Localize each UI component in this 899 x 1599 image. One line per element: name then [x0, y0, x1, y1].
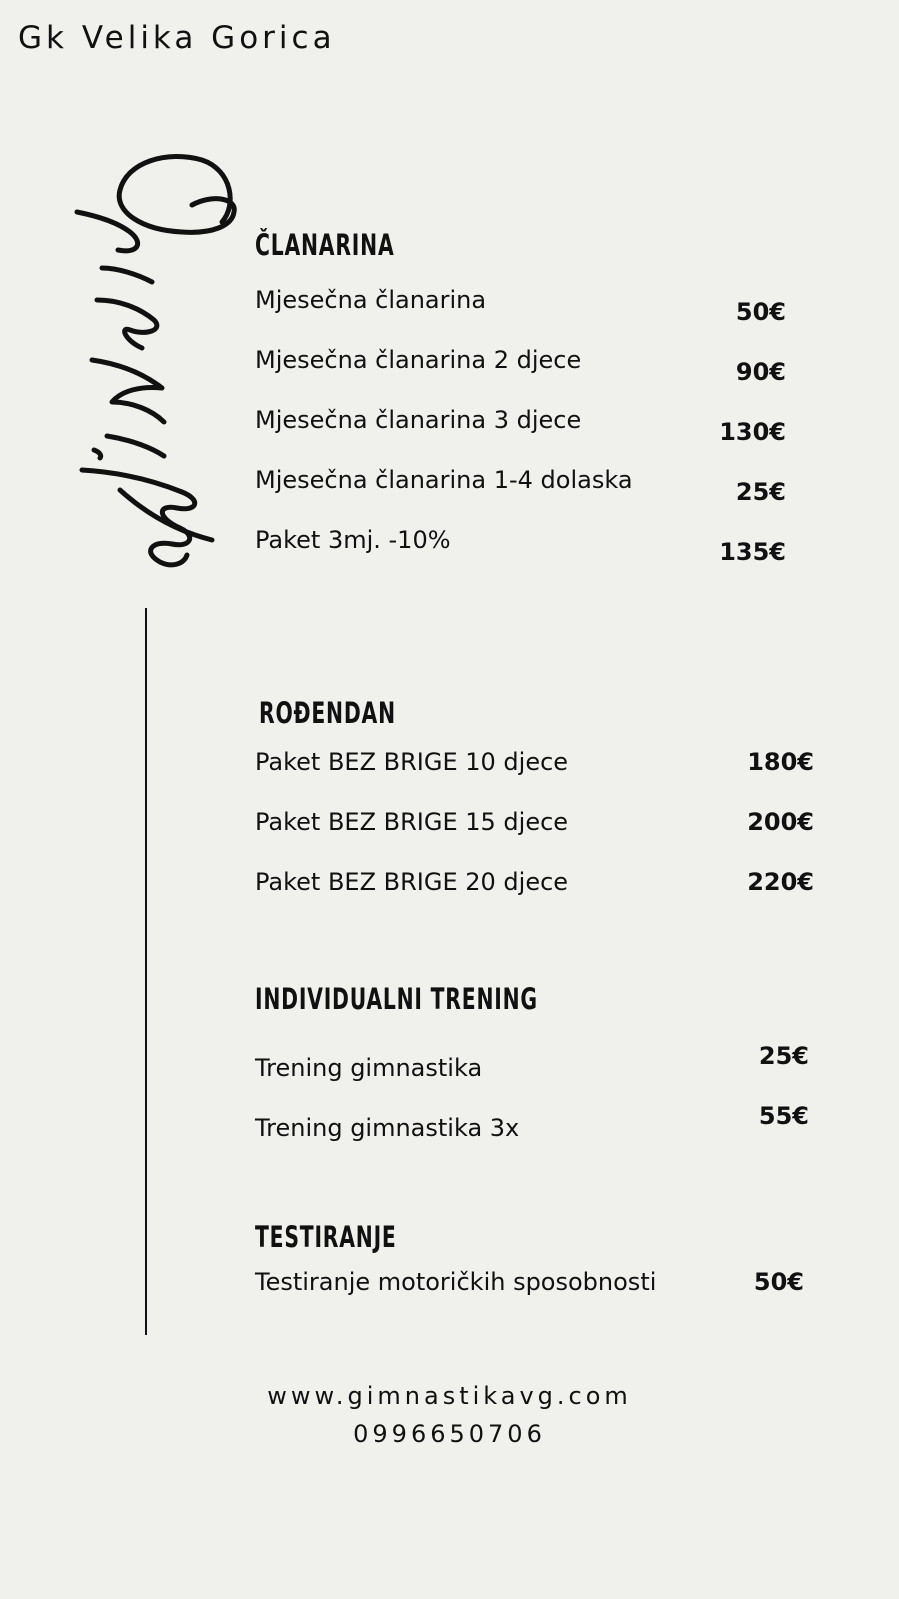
- list-item-label: Paket 3mj. -10%: [255, 526, 451, 554]
- list-item-price: 55€: [758, 1102, 809, 1130]
- list-item-label: Mjesečna članarina 1-4 dolaska: [255, 466, 633, 494]
- list-item-label: Testiranje motoričkih sposobnosti: [255, 1268, 657, 1296]
- section-heading-individualni-trening: INDIVIDUALNI TRENING: [255, 982, 538, 1016]
- section-heading-testiranje: TESTIRANJE: [255, 1220, 397, 1254]
- list-item-price: 50€: [753, 1268, 804, 1296]
- list-item-price: 200€: [747, 808, 814, 836]
- list-item-label: Mjesečna članarina: [255, 286, 487, 314]
- list-item-label: Trening gimnastika 3x: [255, 1114, 520, 1142]
- list-item-label: Trening gimnastika: [255, 1054, 483, 1082]
- list-item-label: Mjesečna članarina 2 djece: [255, 346, 582, 374]
- list-item-price: 25€: [735, 478, 786, 506]
- section-heading-rodendan: ROĐENDAN: [259, 696, 396, 730]
- list-item-price: 130€: [719, 418, 786, 446]
- script-title-logo: [72, 150, 242, 580]
- website-link[interactable]: www.gimnastikavg.com: [267, 1382, 632, 1410]
- phone-number: 0996650706: [353, 1420, 546, 1448]
- list-item-price: 25€: [758, 1042, 809, 1070]
- list-item-price: 180€: [747, 748, 814, 776]
- list-item-price: 50€: [735, 298, 786, 326]
- list-item-label: Mjesečna članarina 3 djece: [255, 406, 582, 434]
- list-item-label: Paket BEZ BRIGE 10 djece: [255, 748, 569, 776]
- list-item-label: Paket BEZ BRIGE 15 djece: [255, 808, 569, 836]
- brand-name: Gk Velika Gorica: [18, 20, 336, 56]
- list-item-price: 135€: [719, 538, 786, 566]
- vertical-divider: [145, 608, 147, 1335]
- list-item-price: 220€: [747, 868, 814, 896]
- list-item-price: 90€: [735, 358, 786, 386]
- list-item-label: Paket BEZ BRIGE 20 djece: [255, 868, 569, 896]
- section-heading-clanarina: ČLANARINA: [255, 228, 395, 262]
